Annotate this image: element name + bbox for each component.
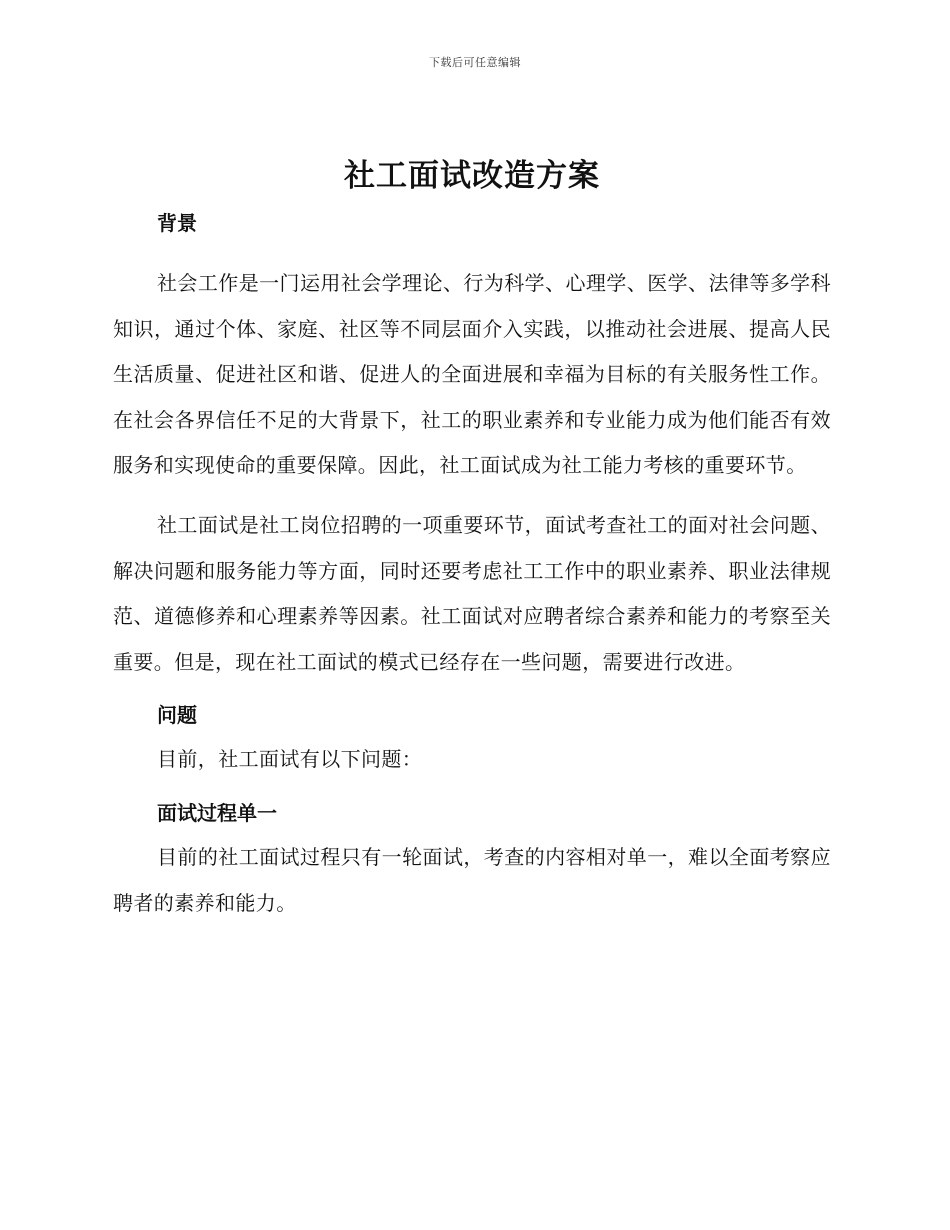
page-header-note: 下载后可任意编辑 xyxy=(429,56,521,69)
section-heading-problem: 问题 xyxy=(157,703,197,728)
background-paragraph-1: 社会工作是一门运用社会学理论、行为科学、心理学、医学、法律等多学科知识，通过个体、家庭、社区等不同层面介入实践，以推动社会进展、提高人民生活质量、促进社区和谐、促进人的全面进展和幸福为目标的有关服务性工作。在社会各界信任不足的大背景下，社工的职业素养和专业能力成为他们能否有效服务和实现使命的重要保障。因此，社工面试成为社工能力考核的重要环节。 xyxy=(113,271,831,478)
problem-intro-paragraph: 目前，社工面试有以下问题： xyxy=(157,747,423,772)
document-body xyxy=(113,150,831,940)
document-title: 社工面试改造方案 xyxy=(344,158,600,194)
single-process-paragraph: 目前的社工面试过程只有一轮面试，考查的内容相对单一，难以全面考察应聘者的素养和能力。 xyxy=(113,844,831,915)
background-paragraph-2: 社工面试是社工岗位招聘的一项重要环节，面试考查社工的面对社会问题、解决问题和服务能力等方面，同时还要考虑社工工作中的职业素养、职业法律规范、道德修养和心理素养等因素。社工面试对应聘者综合素养和能力的考察至关重要。但是，现在社工面试的模式已经存在一些问题，需要进行改进。 xyxy=(113,512,831,674)
subsection-heading-single-process: 面试过程单一 xyxy=(157,800,277,825)
section-heading-background: 背景 xyxy=(157,211,197,235)
